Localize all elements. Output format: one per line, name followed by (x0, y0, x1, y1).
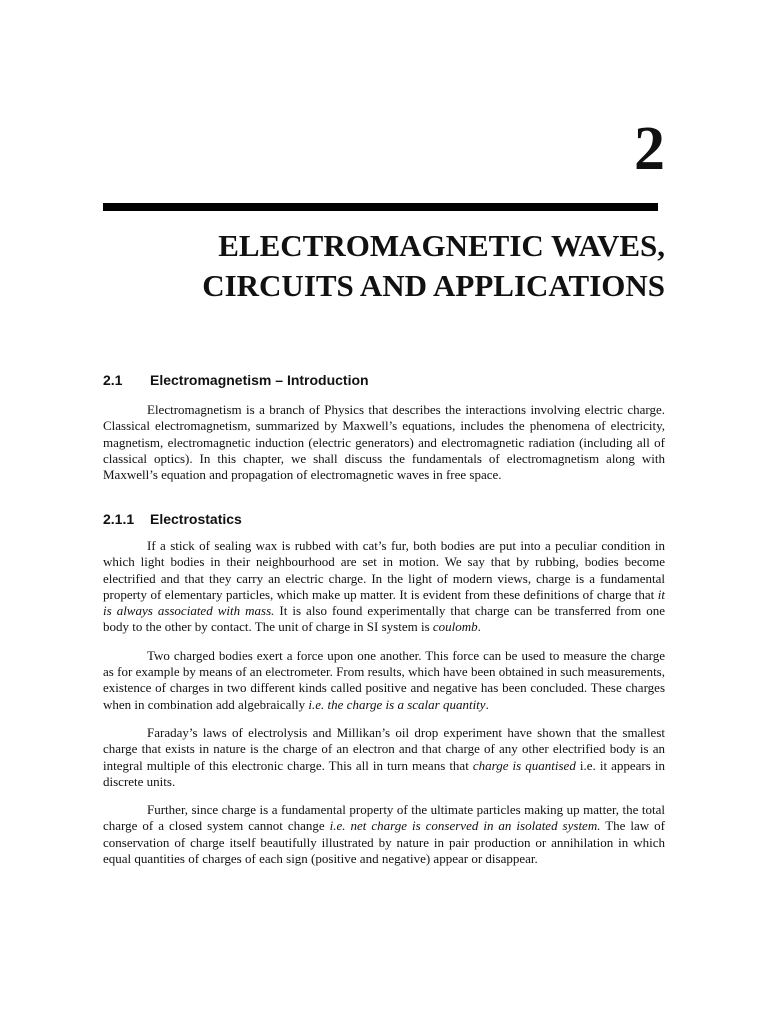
section-title: Electromagnetism – Introduction (150, 372, 369, 388)
text-run: Faraday’s laws of electrolysis and Millikan’s oil drop experiment have shown that the smallest charge that exists in nature is the charge of an electron and that charge of any other electrified body is an integral multiple of this electronic charge. This all in turn means that (103, 724, 665, 773)
text-run: Two charged bodies exert a force upon one another. This force can be used to measure the charge as for example by means of an electrometer. From results, which have been obtained in such measurements, existence of charges in two different kinds called positive and negative has been concluded. These charges when in combination add algebraically (103, 647, 665, 712)
text-run: It is also found experimentally that charge can be transferred from one body to the other by contact. The unit of charge in SI system is (103, 603, 665, 635)
text-run: . (485, 696, 489, 712)
section-heading-2-1-1 (103, 510, 242, 528)
text-run: Further, since charge is a fundamental property of the ultimate particles making up matter, the total charge of a closed system cannot change (103, 802, 665, 834)
emphasis-text: i.e. net charge is conserved in an isolated system. (329, 818, 601, 834)
emphasis-text: it is always associated with mass. (103, 586, 665, 619)
paragraph-charge-force (103, 648, 665, 713)
paragraph-charge-quantised (103, 725, 665, 790)
paragraph: Electromagnetism is a branch of Physics that describes the interactions involving electric charge. Classical electromagnetism, summarized by Maxwell’s equations, includes the phenomena of electricity, magnetism, electromagnetic induction (electric generators) and electromagnetic radiation (including all of classical optics). In this chapter, we shall discuss the fundamentals of electromagnetism along with Maxwell’s equation and propagation of electromagnetic waves in free space. (103, 402, 665, 483)
emphasis-text: charge is quantised (472, 757, 576, 773)
chapter-title (202, 226, 665, 306)
chapter-number: 2 (634, 115, 665, 183)
text-run: If a stick of sealing wax is rubbed with cat’s fur, both bodies are put into a peculiar condition in which light bodies in their neighbourhood are set in motion. We say that by rubbing, bodies become electrified and that they carry an electric charge. In the light of modern views, charge is a fundamental property of elementary particles, which make up matter. It is evident from these definitions of charge that (103, 538, 665, 602)
emphasis-text: coulomb (432, 619, 478, 635)
text-run: The law of conservation of charge itself beautifully illustrated by nature in pair production or annihilation in which equal quantities of charges of each sign (positive and negative) appear or disappear. (103, 818, 665, 867)
emphasis-text: i.e. the charge is a scalar quantity (308, 696, 486, 712)
section-number: 2.1 (103, 372, 123, 388)
section-title: Electrostatics (150, 511, 242, 527)
chapter-rule (103, 203, 658, 211)
section-2-1-1-body (103, 538, 665, 879)
section-2-1-body (103, 402, 665, 495)
paragraph-charge-conserved (103, 802, 665, 867)
paragraph-charge-definition (103, 538, 665, 636)
section-heading-2-1 (103, 371, 369, 389)
chapter-title-line-2: CIRCUITS AND APPLICATIONS (202, 268, 665, 303)
section-number: 2.1.1 (103, 511, 135, 527)
text-run: . (477, 619, 481, 635)
chapter-title-line-1: ELECTROMAGNETIC WAVES, (218, 228, 665, 263)
text-run: i.e. it appears in discrete units. (103, 757, 665, 789)
